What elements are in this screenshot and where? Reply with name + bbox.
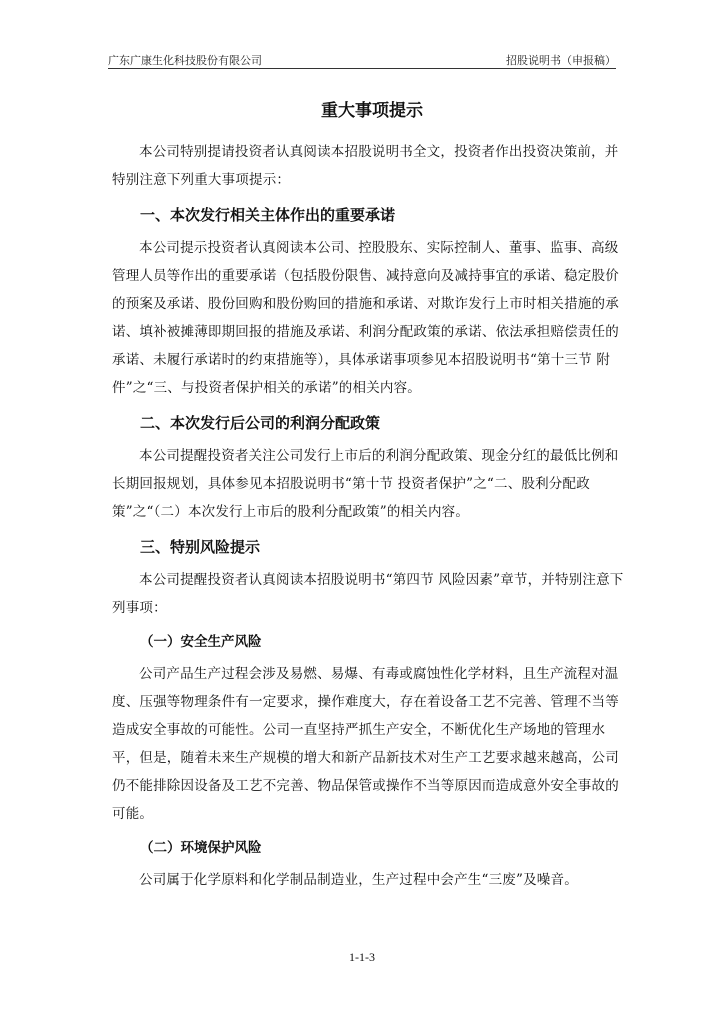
section-text-commitments: 本公司提示投资者认真阅读本公司、控股股东、实际控制人、董事、监事、高级管理人员等作出的重要承诺（包括股份限售、减持意向及减持事宜的承诺、稳定股价的预案及承诺、股份回购和股份购回的措施和承诺、对欺诈发行上市时相关措施的承诺、填补被摊薄即期回报的措施及承诺、利润分配政策的承诺、依法承担赔偿责任的承诺、未履行承诺时的约束措施等），具体承诺事项参见本招股说明书“第十三节 附件”之“三、与投资者保护相关的承诺”的相关内容。 [112,240,619,396]
header-rule [108,68,616,69]
subsection-text-safety: 公司产品生产过程会涉及易燃、易爆、有毒或腐蚀性化学材料，且生产流程对温度、压强等物理条件有一定要求，操作难度大，存在着设备工艺不完善、管理不当等造成安全事故的可能性。公司一直坚持严抓生产安全，不断优化生产场地的管理水平，但是，随着未来生产规模的增大和新产品新技术对生产工艺要求越来越高，公司仍不能排除因设备及工艺不完善、物品保管或操作不当等原因而造成意外安全事故的可能。 [112,666,619,822]
section-heading-risk: 三、特别风险提示 [140,538,261,556]
header-doc-type: 招股说明书（申报稿） [506,54,616,67]
subsection-text-environment: 公司属于化学原料和化学制品制造业，生产过程中会产生“三废”及噪音。 [139,872,578,888]
subsection-heading-environment: （二）环境保护风险 [140,840,262,856]
header-company: 广东广康生化科技股份有限公司 [108,54,262,67]
page-content [112,96,632,900]
section-heading-commitments: 一、本次发行相关主体作出的重要承诺 [140,206,396,224]
page-number: 1-1-3 [349,950,375,964]
intro-paragraph: 本公司特别提请投资者认真阅读本招股说明书全文，投资者作出投资决策前，并特别注意下列重大事项提示： [112,144,619,188]
page-header [108,50,616,68]
subsection-heading-safety: （一）安全生产风险 [140,634,262,650]
section-heading-profit-distribution: 二、本次发行后公司的利润分配政策 [140,414,381,432]
section-text-risk: 本公司提醒投资者认真阅读本招股说明书“第四节 风险因素”章节，并特别注意下列事项： [112,572,624,616]
section-text-profit-distribution: 本公司提醒投资者关注公司发行上市后的利润分配政策、现金分红的最低比例和长期回报规划，具体参见本招股说明书“第十节 投资者保护”之“二、股利分配政策”之“（二）本次发行上市后的股利分配政策”的相关内容。 [112,448,619,520]
page-title: 重大事项提示 [321,101,423,121]
